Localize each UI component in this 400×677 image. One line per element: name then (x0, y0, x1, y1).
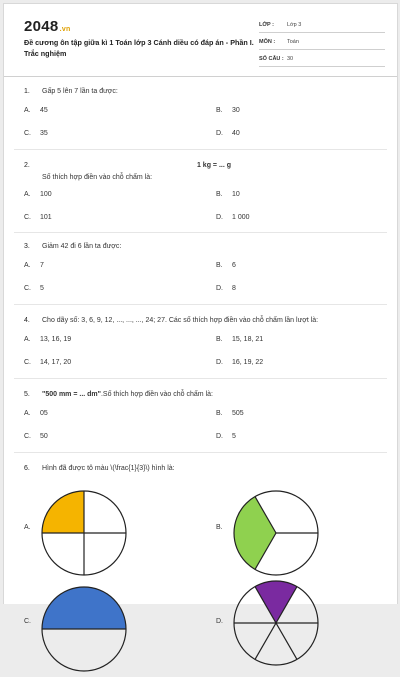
logo-text: 2048 (24, 18, 59, 35)
option-value: 10 (232, 191, 240, 198)
meta-row-class (259, 19, 385, 33)
option-label: C. (24, 214, 31, 221)
question-divider (14, 232, 387, 233)
document-page (3, 3, 398, 625)
option-value: 35 (40, 130, 48, 137)
option-label: A. (24, 410, 31, 417)
site-logo[interactable] (24, 18, 71, 35)
option-value: 6 (232, 262, 236, 269)
option-value: 100 (40, 191, 52, 198)
shaded-third (234, 497, 276, 570)
question-number: 4. (24, 317, 30, 324)
option-label: B. (216, 410, 223, 417)
question-line (24, 389, 397, 401)
option-label: A. (24, 336, 31, 343)
pie-thirds-figure[interactable] (228, 485, 324, 581)
shaded-sixth (255, 581, 297, 623)
option-label: D. (216, 214, 223, 221)
option-label: D. (216, 285, 223, 292)
pie-quarters-figure[interactable] (36, 485, 132, 581)
question-divider (14, 452, 387, 453)
option-label: D. (216, 359, 223, 366)
meta-value: Toán (287, 39, 299, 45)
question-number: 2. (24, 162, 30, 169)
option-value: 05 (40, 410, 48, 417)
option-value: 5 (232, 433, 236, 440)
option-label: B. (216, 107, 223, 114)
question-line (24, 160, 397, 172)
question-6 (4, 463, 397, 623)
option-label: C. (24, 433, 31, 440)
question-text-wrap (42, 389, 213, 401)
option-label: A. (24, 107, 31, 114)
option-label: A. (24, 524, 31, 531)
question-line (24, 172, 397, 184)
option-value: 1 000 (232, 214, 250, 221)
question-number: 6. (24, 465, 30, 472)
question-text: .Số thích hợp điền vào chỗ chấm là: (100, 391, 213, 398)
shaded-half (42, 587, 126, 629)
option-value: 15, 18, 21 (232, 336, 264, 343)
meta-value: Lớp 3 (287, 22, 302, 28)
pie-halves-figure[interactable] (36, 581, 132, 677)
question-2 (4, 160, 397, 226)
question-line (24, 86, 397, 98)
meta-row-count (259, 53, 385, 67)
meta-value: 30 (287, 56, 294, 62)
document-header (4, 4, 397, 72)
question-divider (14, 304, 387, 305)
question-list (4, 86, 397, 623)
option-value: 14, 17, 20 (40, 359, 72, 366)
option-label: D. (216, 130, 223, 137)
meta-key: SỐ CÂU : (259, 56, 284, 62)
option-label: D. (216, 433, 223, 440)
question-5 (4, 389, 397, 444)
option-label: C. (24, 130, 31, 137)
question-line (24, 315, 397, 327)
option-label: A. (24, 191, 31, 198)
option-label: A. (24, 262, 31, 269)
option-label: B. (216, 262, 223, 269)
option-label: C. (24, 285, 31, 292)
option-label: B. (216, 191, 223, 198)
meta-key: MÔN : (259, 39, 276, 45)
option-value: 13, 16, 19 (40, 336, 72, 343)
question-text: Cho dãy số: 3, 6, 9, 12, ..., ..., ..., 24; 27. Các số thích hợp điền vào chỗ chấm lần lượt là: (42, 317, 319, 324)
option-value: 16, 19, 22 (232, 359, 264, 366)
question-divider (14, 149, 387, 150)
header-divider (4, 76, 397, 77)
question-number: 5. (24, 391, 30, 398)
equation-text: 1 kg = ... g (196, 162, 232, 169)
option-value: 8 (232, 285, 236, 292)
question-text: Hình đã được tô màu \(\frac{1}{3}\) hình là: (42, 465, 175, 472)
document-title: Đề cương ôn tập giữa kì 1 Toán lớp 3 Cánh diều có đáp án - Phần I. Trắc nghiệm (24, 38, 254, 58)
option-value: 7 (40, 262, 44, 269)
question-line (24, 241, 397, 253)
question-text: Giảm 42 đi 6 lần ta được: (42, 243, 122, 250)
question-emphasis: "500 mm = ... dm" (42, 391, 101, 398)
option-value: 5 (40, 285, 44, 292)
question-1 (4, 86, 397, 141)
option-value: 505 (232, 410, 244, 417)
option-label: D. (216, 618, 223, 625)
question-line (24, 463, 397, 475)
option-label: B. (216, 336, 223, 343)
meta-key: LỚP : (259, 22, 274, 28)
question-number: 1. (24, 88, 30, 95)
option-value: 50 (40, 433, 48, 440)
pie-sixths-figure[interactable] (228, 575, 324, 671)
option-label: B. (216, 524, 223, 531)
question-3 (4, 241, 397, 296)
question-text: Gấp 5 lên 7 lần ta được: (42, 88, 118, 95)
option-label: C. (24, 359, 31, 366)
option-value: 40 (232, 130, 240, 137)
option-value: 101 (40, 214, 52, 221)
meta-box (259, 19, 385, 70)
option-label: C. (24, 618, 31, 625)
question-number: 3. (24, 243, 30, 250)
question-4 (4, 315, 397, 370)
option-value: 30 (232, 107, 240, 114)
question-text: Số thích hợp điền vào chỗ chấm là: (42, 174, 153, 181)
logo-suffix: .vn (59, 26, 71, 33)
meta-row-subject (259, 36, 385, 50)
option-value: 45 (40, 107, 48, 114)
question-divider (14, 378, 387, 379)
